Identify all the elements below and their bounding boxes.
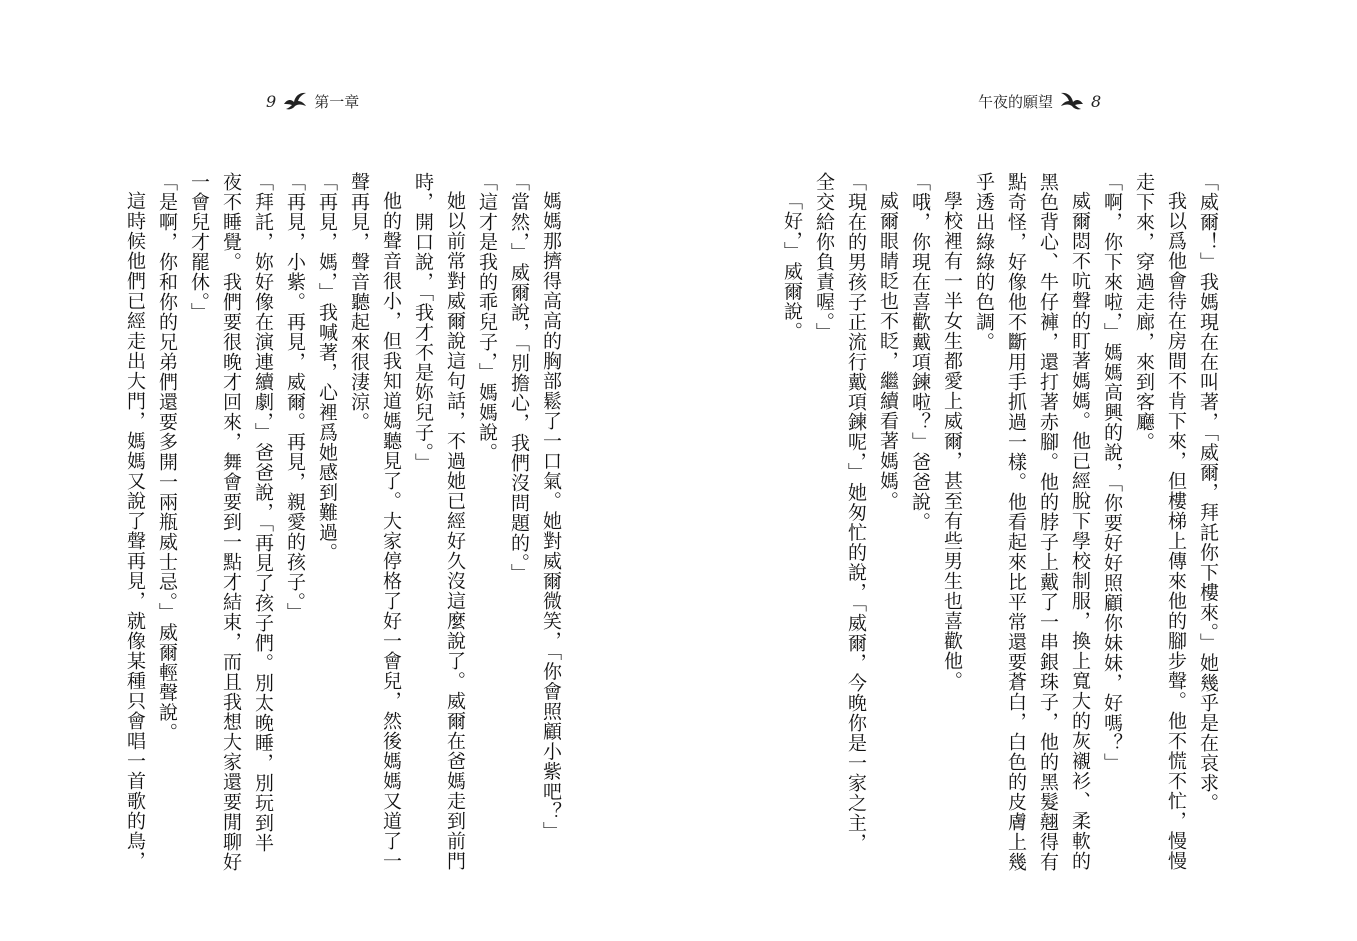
bird-ornament-icon (282, 90, 308, 112)
right-page-header (978, 86, 1101, 116)
left-page-header (266, 86, 359, 116)
right-page-text (781, 172, 1224, 872)
paragraph: 媽媽那擠得高高的胸部鬆了一口氣。她對威爾微笑，「你會照顧小紫吧？」 (540, 191, 562, 842)
paragraph: 「再見，小紫。再見，威爾。再見，親愛的孩子。」 (284, 172, 306, 623)
paragraph: 「好，」威爾說。 (781, 191, 803, 342)
paragraph: 我以爲他會待在房間不肯下來，但樓梯上傳來他的腳步聲。他不慌不忙，慢慢走下來，穿過走廊，來到客廳。 (1133, 172, 1187, 871)
paragraph: 威爾眼睛眨也不眨，繼續看著媽媽。 (877, 191, 899, 511)
paragraph: 威爾悶不吭聲的盯著媽媽。他已經脫下學校制服，換上寬大的灰襯衫、柔軟的黑色背心、牛仔褲，還打著赤腳。他的脖子上戴了一串銀珠子，他的黑髮翹得有點奇怪，好像他不斷用手抓過一樣。他看起來比平常還要蒼白，白色的皮膚上幾乎透出綠綠的色調。 (973, 172, 1091, 872)
chapter-title: 第一章 (314, 92, 360, 111)
right-page-number: 8 (1091, 91, 1102, 111)
paragraph: 「啊，你下來啦，」媽媽高興的說，「你要好好照顧你妹妹，好嗎？」 (1101, 172, 1123, 773)
paragraph: 「威爾！」我媽現在在叫著，「威爾，拜託你下樓來。」她幾乎是在哀求。 (1197, 172, 1219, 813)
paragraph: 「是啊，你和你的兄弟們還要多開一兩瓶威士忌。」威爾輕聲說。 (156, 172, 178, 743)
paragraph: 「當然，」威爾說，「別擔心，我們沒問題的。」 (508, 172, 530, 584)
paragraph: 「拜託，妳好像在演連續劇，」爸爸說，「再見了孩子們。別太晚睡，別玩到半夜不睡覺。我們要很晚才回來，舞會要到一點才結束，而且我想大家還要閒聊好一會兒才罷休。」 (188, 172, 274, 872)
paragraph: 他的聲音很小，但我知道媽聽見了。大家停格了好一會兒，然後媽媽又道了一聲再見，聲音聽起來很淒涼。 (348, 172, 402, 871)
paragraph: 這時候他們已經走出大門，媽媽又說了聲再見，就像某種只會唱一首歌的鳥， (124, 191, 146, 871)
left-page-number: 9 (266, 91, 277, 111)
book-title: 午夜的願望 (978, 92, 1054, 111)
paragraph: 「再見，媽，」我喊著，心裡爲她感到難過。 (316, 172, 338, 563)
left-page-text (97, 172, 567, 872)
paragraph: 學校裡有一半女生都愛上威爾，甚至有些男生也喜歡他。 (941, 191, 963, 691)
bird-ornament-icon (1059, 90, 1085, 112)
paragraph: 她以前常對威爾說這句話，不過她已經好久沒這麼說了。威爾在爸媽走到前門時，開口說，「我才不是妳兒子。」 (412, 172, 466, 871)
paragraph: 「這才是我的乖兒子，」媽媽說。 (476, 172, 498, 463)
paragraph: 「現在的男孩子正流行戴項鍊呢，」她匆忙的說，「威爾，今晚你是一家之主，全交給你負責喔。」 (813, 172, 867, 853)
paragraph: 「哦，你現在喜歡戴項鍊啦？」爸爸說。 (909, 172, 931, 532)
